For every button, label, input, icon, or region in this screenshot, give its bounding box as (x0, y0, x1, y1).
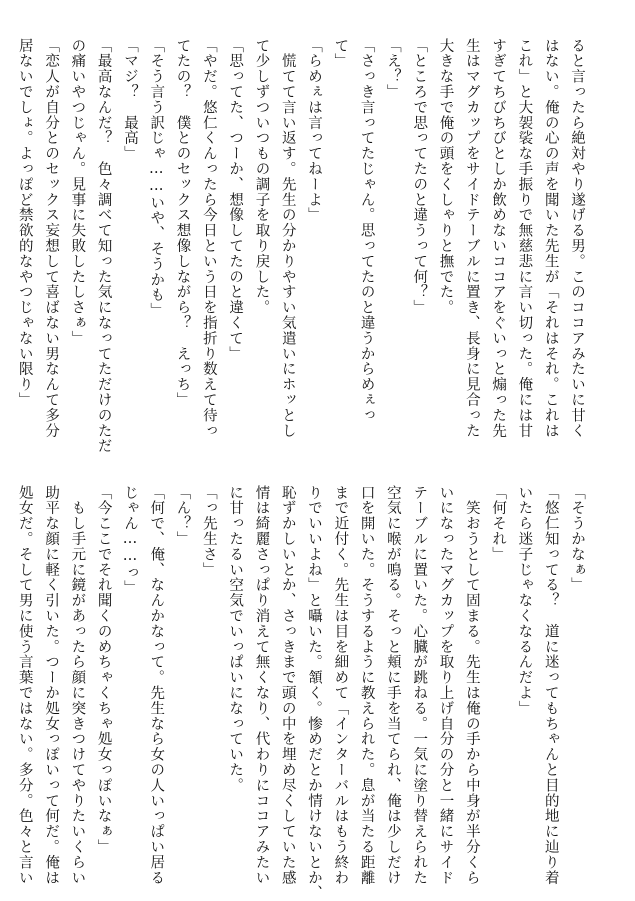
text-line: 「さっき言ってたじゃん。思ってたのと違うからめぇっ (358, 38, 375, 423)
text-line: これ」と大袈裟な手振りで無慈悲に言い切った。俺には甘 (516, 38, 533, 439)
text-line: じゃん……っ」 (121, 485, 138, 596)
text-line: いになったマグカップを取り上げ自分の分と一緒にサイド (437, 485, 454, 886)
text-line: 「らめぇは言ってねーよ」 (306, 38, 323, 223)
text-line: もし手元に鏡があったら顔に突きつけてやりたいくらい (69, 485, 86, 886)
text-line: ると言ったら絶対やり遂げる男。このココアみたいに甘く (569, 38, 585, 439)
text-line: 「ん？」 (174, 485, 191, 547)
text-line: 生はマグカップをサイドテーブルに置き、長身に見合った (463, 38, 480, 439)
text-line: はない。俺の心の声を聞いた先生が「それはそれ。これは (542, 38, 559, 439)
text-line: 「っ先生さ」 (200, 485, 217, 578)
text-line: いたら迷子じゃなくなるんだよ」 (516, 485, 533, 716)
text-line: 笑おうとして固まる。先生は俺の手から中身が半分くら (463, 485, 480, 886)
text-line: まで近付く。先生は目を細めて「インターバルはもう終わ (332, 485, 349, 886)
text-line: 助平な顔に軽く引いた。つーか処女っぽいって何だ。俺は (43, 485, 60, 886)
text-line: 空気に喉が鳴る。そっと頬に手を当てられ、俺は少しだけ (384, 485, 401, 886)
text-line: 処女だ。そして男に使う言葉ではない。多分。色々と言い (16, 485, 33, 886)
text-line: 「そうかなぁ」 (569, 485, 585, 593)
text-block-bottom (16, 485, 590, 901)
text-line: 「何で、俺、なんかなって。先生なら女の人いっぱい居る (148, 485, 165, 886)
text-line: 居ないでしょ。よっぽど禁欲的なやつじゃない限り」 (16, 38, 33, 408)
text-line: 「最高なんだ？ 色々調べて知った気になってただけのただ (95, 38, 112, 454)
text-line: てたの？ 僕とのセックス想像しながら？ えっち」 (174, 38, 191, 408)
text-line: 「何それ」 (490, 485, 507, 562)
text-line: 「やだ。悠仁くんったら今日という日を指折り数えて待っ (200, 38, 217, 439)
text-line: りでいいよね」と囁いた。頷く。惨めだとか情けないとか、 (306, 485, 323, 901)
text-line: て」 (332, 38, 349, 69)
text-line: 「恋人が自分とのセックス妄想して喜ばない男なんて多分 (43, 38, 60, 439)
text-block-top (16, 38, 590, 454)
text-line: すぎてちびちびとしか飲めないココアをぐいっと煽った先 (490, 38, 507, 439)
text-line: 「悠仁知ってる？ 道に迷ってもちゃんと目的地に辿り着 (542, 485, 559, 886)
text-line: 慌てて言い返す。先生の分かりやすい気遣いにホッとし (279, 38, 296, 439)
text-line: 大きな手で俺の頭をくしゃりと撫でた。 (437, 38, 454, 316)
text-line: 「今ここでそれ聞くのめちゃくちゃ処女っぽいなぁ」 (95, 485, 112, 855)
text-line: 「そう言う訳じゃ……いや、そうかも」 (148, 38, 165, 319)
text-line: て少しずついつもの調子を取り戻した。 (253, 38, 270, 316)
text-line: 「思ってた、つーか、想像してたのと違くて」 (227, 38, 244, 362)
text-line: 「ところで思ってたのと違うって何？」 (411, 38, 428, 316)
text-line: に甘ったるい空気でいっぱいになっていた。 (227, 485, 244, 793)
text-line: 「え？」 (384, 38, 401, 100)
text-line: 情は綺麗さっぱり消えて無くなり、代わりにココアみたい (253, 485, 270, 886)
text-line: 口を開いた。そうするように教えられた。息が当たる距離 (358, 485, 375, 886)
text-line: 恥ずかしいとか、さっきまで頭の中を埋め尽くしていた感 (279, 485, 296, 886)
text-line: テーブルに置いた。心臓が跳ねる。一気に塗り替えられた (411, 485, 428, 886)
text-line: 「マジ？ 最高」 (121, 38, 138, 162)
text-line: の痛いやつじゃん。見事に失敗したしさぁ」 (69, 38, 86, 346)
